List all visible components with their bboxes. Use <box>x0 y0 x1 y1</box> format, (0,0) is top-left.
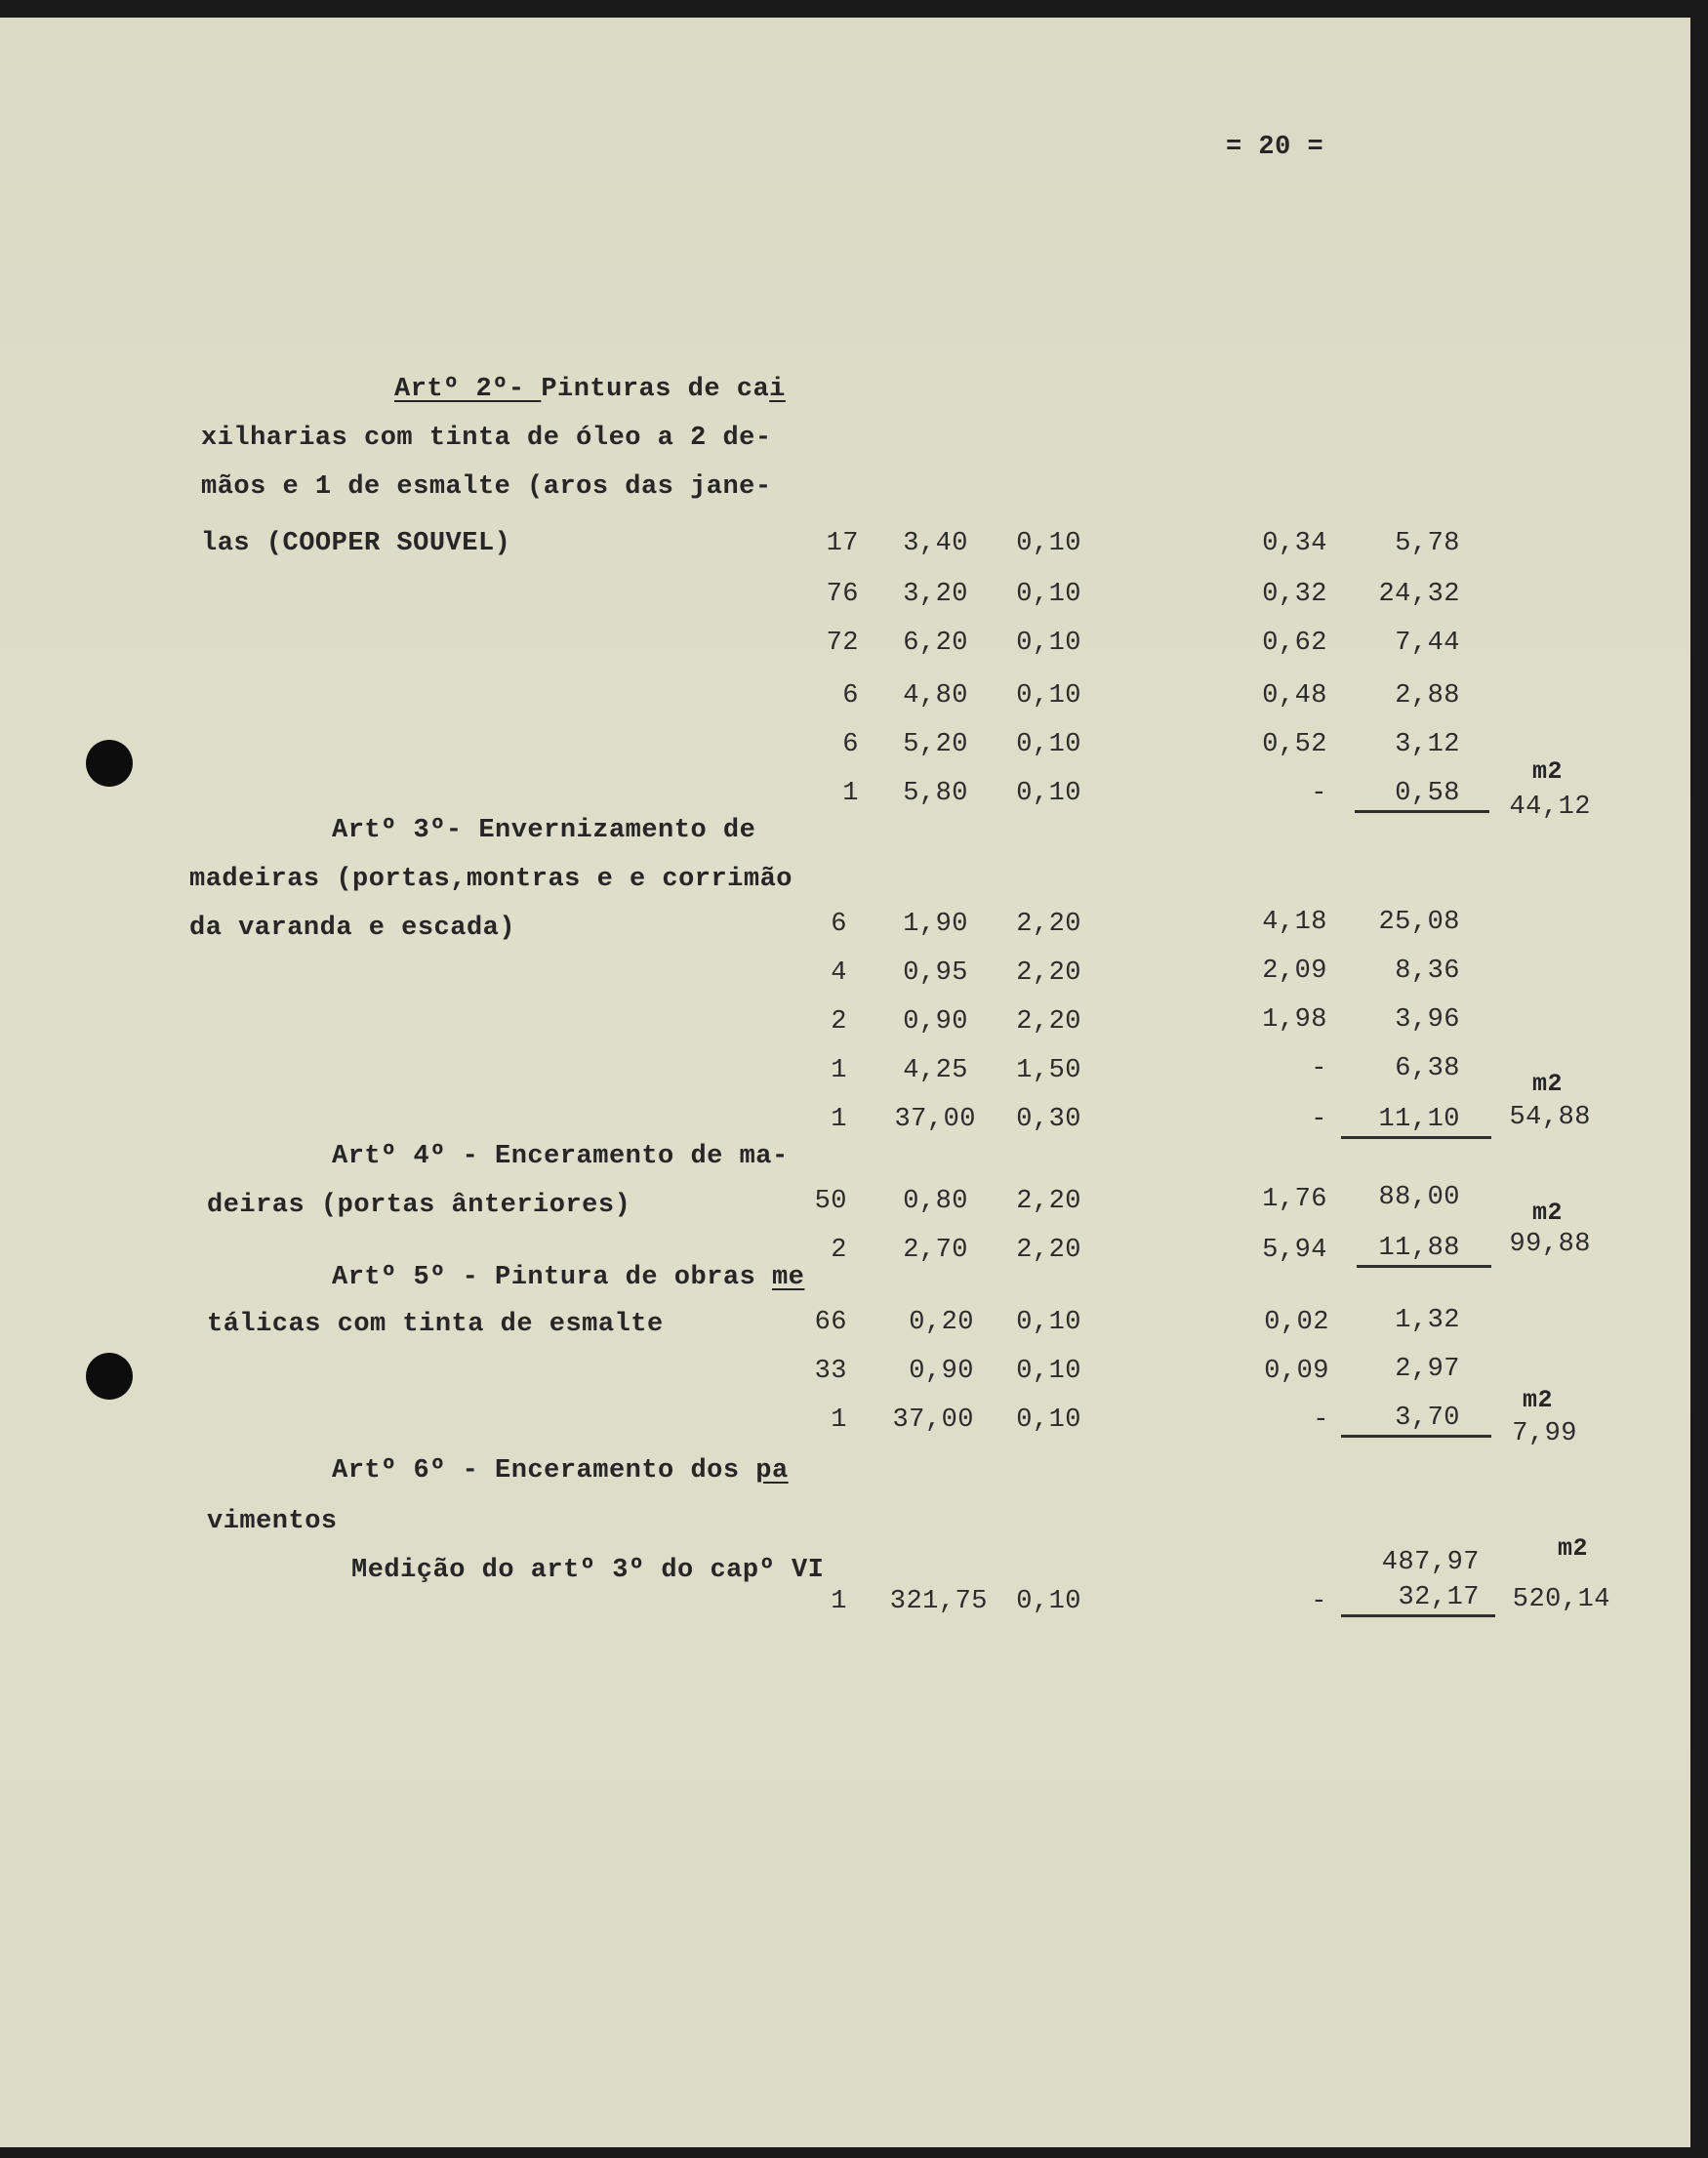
dimension: 0,10 <box>1016 1587 1081 1616</box>
dimension: 0,10 <box>1016 529 1081 558</box>
art4-line1: Artº 4º - Enceramento de ma- <box>332 1142 789 1171</box>
art2-line4: las (COOPER SOUVEL) <box>201 529 511 558</box>
total: 32,17 <box>1398 1583 1480 1612</box>
dimension: 0,10 <box>1016 629 1081 658</box>
length: 37,00 <box>894 1105 976 1134</box>
total: 8,36 <box>1395 957 1460 986</box>
partial: - <box>1311 1054 1327 1083</box>
art2-sum-rule <box>1355 810 1489 813</box>
partial: 5,94 <box>1262 1236 1327 1265</box>
qty: 50 <box>814 1187 847 1216</box>
dimension: 2,20 <box>1016 1007 1081 1037</box>
page-number: = 20 = <box>1226 133 1324 162</box>
partial: 0,02 <box>1264 1308 1329 1337</box>
art3-line2: madeiras (portas,montras e e corrimão <box>189 865 793 894</box>
total: 25,08 <box>1378 908 1460 937</box>
total: 11,10 <box>1378 1105 1460 1134</box>
partial: 0,52 <box>1262 730 1327 759</box>
qty: 6 <box>842 730 859 759</box>
art2-title-underlined: i <box>769 375 786 404</box>
partial: 1,76 <box>1262 1185 1327 1214</box>
dimension: 0,10 <box>1016 1357 1081 1386</box>
qty: 17 <box>826 529 859 558</box>
total: 11,88 <box>1378 1234 1460 1263</box>
art6-line2: vimentos <box>207 1507 338 1536</box>
art2-title-text: Pinturas de ca <box>541 375 770 404</box>
qty: 1 <box>831 1056 847 1085</box>
art6-measure-total: 487,97 <box>1381 1548 1480 1577</box>
length: 0,80 <box>903 1187 968 1216</box>
art6-title-underlined: pa <box>755 1456 789 1486</box>
length: 0,95 <box>903 958 968 988</box>
dimension: 0,30 <box>1016 1105 1081 1134</box>
total: 3,70 <box>1395 1404 1460 1433</box>
art3-unit: m2 <box>1532 1070 1564 1098</box>
dimension: 2,20 <box>1016 958 1081 988</box>
qty: 2 <box>831 1007 847 1037</box>
art5-title <box>332 1261 804 1294</box>
partial: - <box>1311 779 1327 808</box>
partial: - <box>1311 1105 1327 1134</box>
partial: 0,62 <box>1262 629 1327 658</box>
art6-sum-rule <box>1341 1614 1495 1617</box>
dimension: 0,10 <box>1016 779 1081 808</box>
length: 4,80 <box>903 681 968 711</box>
qty: 2 <box>831 1236 847 1265</box>
art5-sum: 7,99 <box>1512 1419 1577 1448</box>
qty: 6 <box>842 681 859 711</box>
length: 2,70 <box>903 1236 968 1265</box>
art3-sum: 54,88 <box>1509 1103 1591 1132</box>
art6-unit: m2 <box>1558 1534 1589 1563</box>
total: 5,78 <box>1395 529 1460 558</box>
length: 0,90 <box>903 1007 968 1037</box>
qty: 72 <box>826 629 859 658</box>
art5-title-underlined: me <box>771 1263 805 1292</box>
dimension: 1,50 <box>1016 1056 1081 1085</box>
dimension: 0,10 <box>1016 681 1081 711</box>
partial: 2,09 <box>1262 957 1327 986</box>
length: 6,20 <box>903 629 968 658</box>
dimension: 0,10 <box>1016 1308 1081 1337</box>
length: 0,90 <box>909 1357 974 1386</box>
art4-unit: m2 <box>1532 1199 1564 1227</box>
length: 321,75 <box>889 1587 988 1616</box>
total: 2,97 <box>1395 1355 1460 1384</box>
qty: 76 <box>826 580 859 609</box>
dimension: 2,20 <box>1016 1187 1081 1216</box>
partial: 0,48 <box>1262 681 1327 711</box>
total: 3,96 <box>1395 1005 1460 1035</box>
qty: 1 <box>831 1105 847 1134</box>
length: 37,00 <box>892 1405 974 1435</box>
dimension: 2,20 <box>1016 910 1081 939</box>
length: 3,20 <box>903 580 968 609</box>
art6-title <box>332 1454 789 1487</box>
length: 0,20 <box>909 1308 974 1337</box>
art6-sum: 520,14 <box>1512 1585 1610 1614</box>
length: 3,40 <box>903 529 968 558</box>
document-page <box>0 18 1690 2147</box>
dimension: 0,10 <box>1016 580 1081 609</box>
art5-sum-rule <box>1341 1435 1491 1438</box>
qty: 6 <box>831 910 847 939</box>
art3-sum-rule <box>1341 1136 1491 1139</box>
total: 7,44 <box>1395 629 1460 658</box>
art6-measure-label: Medição do artº 3º do capº VI <box>351 1556 825 1585</box>
punch-hole-bottom <box>86 1353 133 1400</box>
length: 5,80 <box>903 779 968 808</box>
art2-title <box>394 373 786 406</box>
art6-title-text: Artº 6º - Enceramento dos <box>332 1456 756 1486</box>
art4-line2: deiras (portas ânteriores) <box>207 1191 631 1220</box>
art3-line3: da varanda e escada) <box>189 914 516 943</box>
dimension: 2,20 <box>1016 1236 1081 1265</box>
punch-hole-top <box>86 740 133 787</box>
art2-title-prefix: Artº 2º- <box>394 375 542 404</box>
total: 3,12 <box>1395 730 1460 759</box>
partial: 0,09 <box>1264 1357 1329 1386</box>
partial: 0,34 <box>1262 529 1327 558</box>
art4-sum-rule <box>1357 1265 1491 1268</box>
length: 5,20 <box>903 730 968 759</box>
partial: 1,98 <box>1262 1005 1327 1035</box>
partial: 4,18 <box>1262 908 1327 937</box>
total: 88,00 <box>1378 1183 1460 1212</box>
partial: 0,32 <box>1262 580 1327 609</box>
dimension: 0,10 <box>1016 1405 1081 1435</box>
total: 6,38 <box>1395 1054 1460 1083</box>
total: 2,88 <box>1395 681 1460 711</box>
length: 4,25 <box>903 1056 968 1085</box>
dimension: 0,10 <box>1016 730 1081 759</box>
qty: 1 <box>831 1587 847 1616</box>
total: 24,32 <box>1378 580 1460 609</box>
qty: 66 <box>814 1308 847 1337</box>
art4-sum: 99,88 <box>1509 1230 1591 1259</box>
partial: - <box>1313 1405 1329 1435</box>
qty: 33 <box>814 1357 847 1386</box>
qty: 1 <box>842 779 859 808</box>
art2-line3: mãos e 1 de esmalte (aros das jane- <box>201 472 772 502</box>
art2-line2: xilharias com tinta de óleo a 2 de- <box>201 424 772 453</box>
total: 1,32 <box>1395 1306 1460 1335</box>
art5-line2: tálicas com tinta de esmalte <box>207 1310 664 1339</box>
art5-unit: m2 <box>1523 1386 1554 1414</box>
length: 1,90 <box>903 910 968 939</box>
art2-unit: m2 <box>1532 757 1564 786</box>
art2-sum: 44,12 <box>1509 793 1591 822</box>
art5-title-text: Artº 5º - Pintura de obras <box>332 1263 772 1292</box>
art3-line1: Artº 3º- Envernizamento de <box>332 816 756 845</box>
total: 0,58 <box>1395 779 1460 808</box>
qty: 4 <box>831 958 847 988</box>
qty: 1 <box>831 1405 847 1435</box>
partial: - <box>1311 1587 1327 1616</box>
